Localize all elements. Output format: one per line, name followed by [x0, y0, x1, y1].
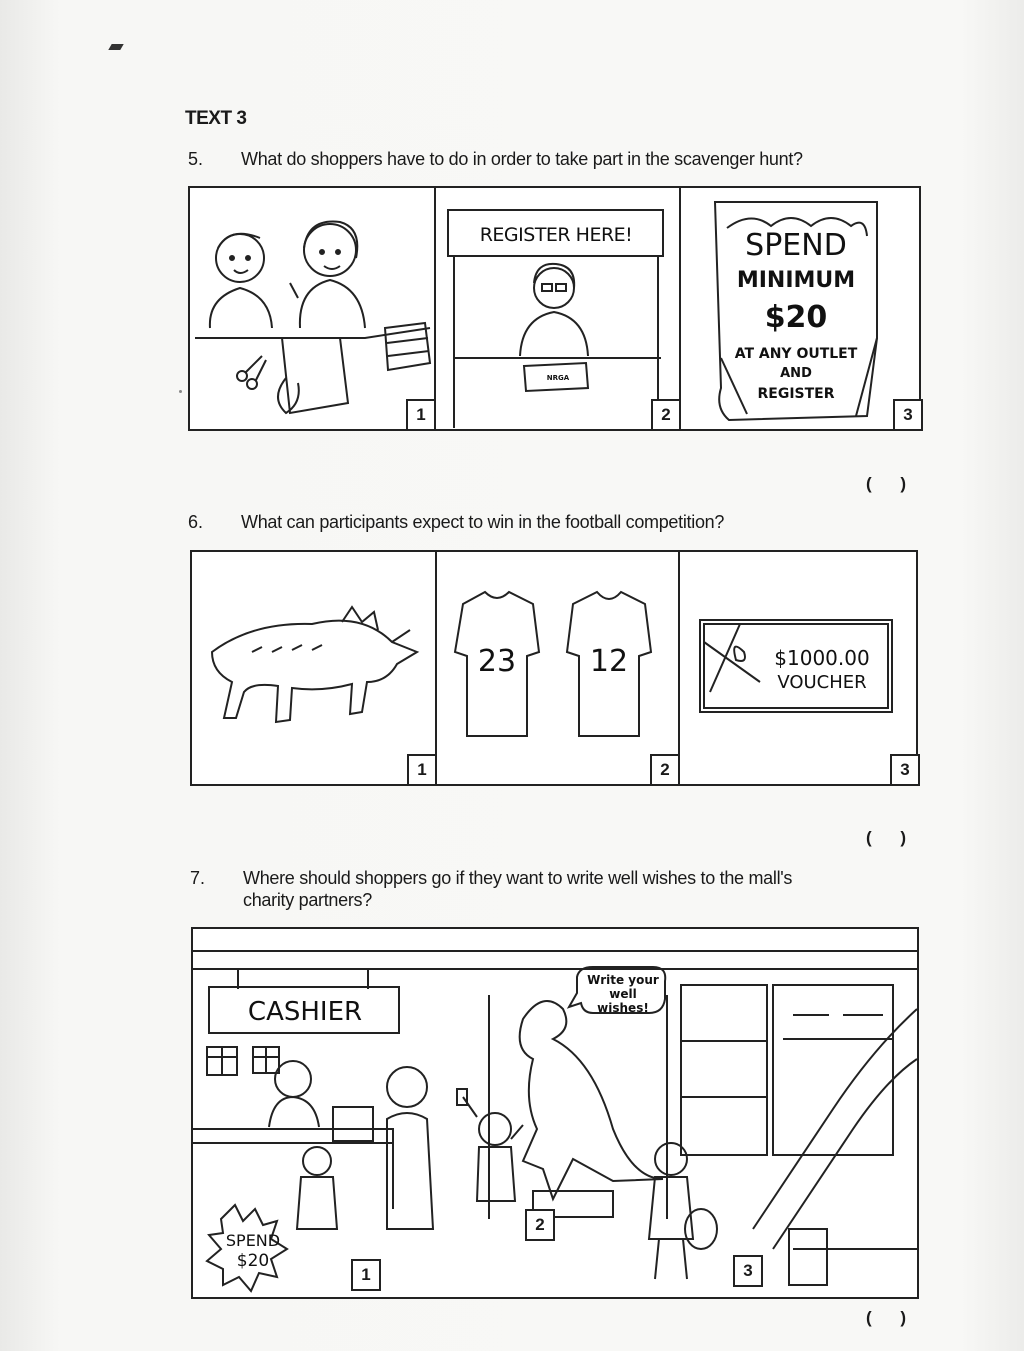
- q6-option-2-panel[interactable]: [437, 552, 680, 784]
- q5-option-2-panel[interactable]: [436, 188, 681, 429]
- poster-line-register: REGISTER: [757, 386, 835, 402]
- question-5-panels: [188, 186, 921, 431]
- jersey-number-left: 23: [477, 644, 517, 679]
- q5-option-3-panel[interactable]: [681, 188, 919, 429]
- register-sign-text: REGISTER HERE!: [479, 224, 633, 246]
- q5-option-1-label: 1: [406, 399, 436, 431]
- question-6-text: What can participants expect to win in the football competition?: [241, 512, 725, 532]
- question-7-text-line-2: charity partners?: [243, 890, 372, 910]
- question-6-answer-bracket[interactable]: ( ): [866, 828, 907, 847]
- q7-option-2-label[interactable]: 2: [525, 1209, 555, 1241]
- q5-option-1-panel[interactable]: [190, 188, 436, 429]
- question-5-answer-bracket[interactable]: ( ): [866, 474, 907, 493]
- question-7-number: 7.: [190, 868, 206, 888]
- q6-option-2-label: 2: [650, 754, 680, 786]
- scan-dot: [179, 390, 182, 393]
- mall-scene-panel: [191, 927, 919, 1299]
- jersey-number-right: 12: [589, 644, 629, 679]
- spend-burst-line-2: $20: [236, 1251, 270, 1271]
- cashier-sign-text: CASHIER: [247, 997, 363, 1027]
- dinosaur-speech-bubble-text: Write your well wishes!: [587, 973, 659, 1015]
- question-6-panels: [190, 550, 918, 786]
- q7-option-1-label[interactable]: 1: [351, 1259, 381, 1291]
- q5-option-3-label: 3: [893, 399, 923, 431]
- q6-option-1-label: 1: [407, 754, 437, 786]
- q7-option-3-label[interactable]: 3: [733, 1255, 763, 1287]
- question-6-number: 6.: [188, 512, 204, 532]
- spend-burst-line-1: SPEND: [225, 1231, 281, 1250]
- section-title: TEXT 3: [185, 108, 247, 129]
- q6-option-3-label: 3: [890, 754, 920, 786]
- poster-line-minimum: MINIMUM: [736, 268, 856, 293]
- question-5-number: 5.: [188, 149, 204, 169]
- register-paper-text: NRGA: [546, 374, 570, 382]
- question-5-text: What do shoppers have to do in order to take part in the scavenger hunt?: [241, 149, 803, 169]
- poster-line-and: AND: [780, 366, 812, 381]
- voucher-label: VOUCHER: [777, 672, 867, 693]
- kids-crafting-illustration: [190, 188, 434, 429]
- poster-line-spend: SPEND: [745, 228, 847, 263]
- mall-scene-illustration: [193, 929, 917, 1297]
- q6-option-3-panel[interactable]: [680, 552, 916, 784]
- voucher-amount: $1000.00: [774, 646, 870, 670]
- question-7-answer-bracket[interactable]: ( ): [866, 1308, 907, 1327]
- q5-option-2-label: 2: [651, 399, 681, 431]
- poster-line-amount: $20: [764, 300, 828, 335]
- scan-mark: [108, 44, 123, 50]
- poster-line-outlet: AT ANY OUTLET: [734, 346, 858, 362]
- q6-option-1-panel[interactable]: [192, 552, 437, 784]
- dinosaur-toy-illustration: [192, 552, 435, 784]
- question-7-text-line-1: Where should shoppers go if they want to write well wishes to the mall's: [243, 868, 793, 888]
